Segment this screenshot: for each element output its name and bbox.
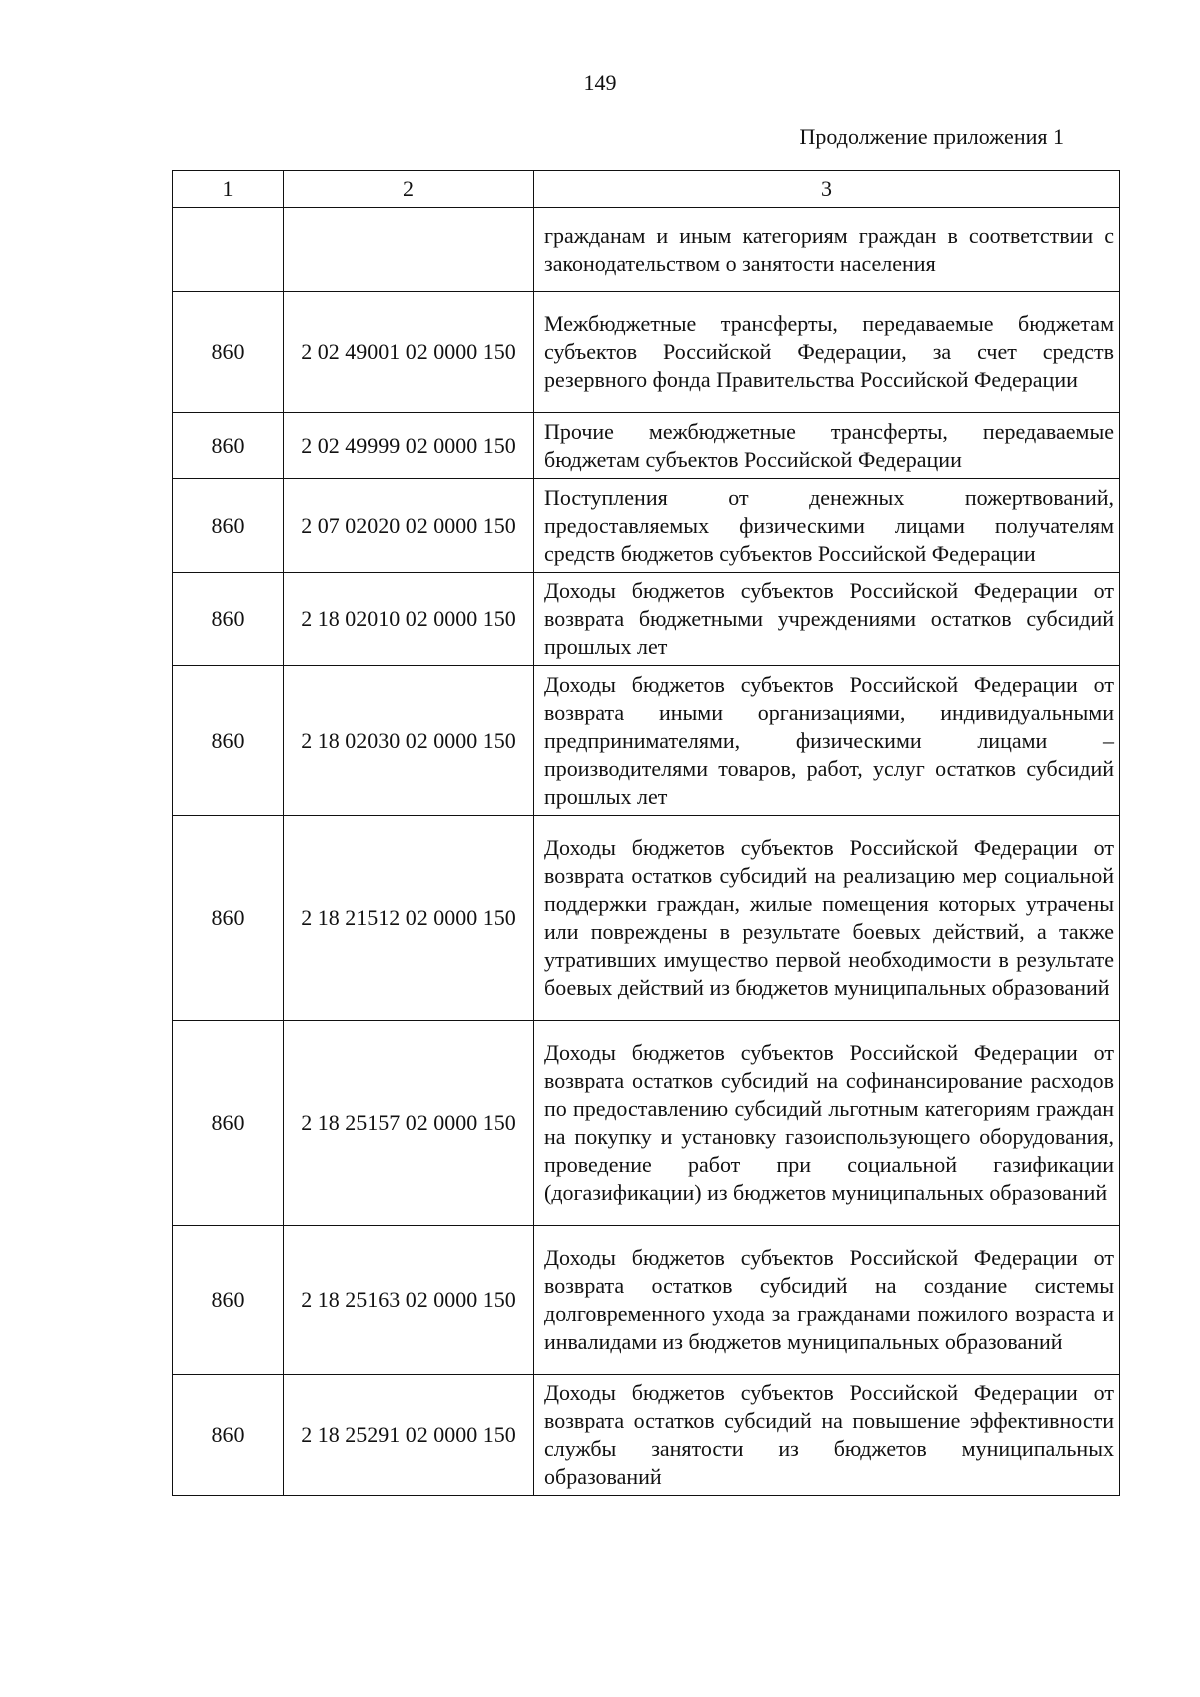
description-cell: Доходы бюджетов субъектов Российской Федерации от возврата остатков субсидий на повышение эффективности службы занятости из бюджетов муниципальных образований	[534, 1375, 1120, 1496]
description-cell: Доходы бюджетов субъектов Российской Федерации от возврата остатков субсидий на софинансирование расходов по предоставлению субсидий льготным категориям граждан на покупку и установку газоиспользующего оборудования, проведение работ при социальной газификации (догазификации) из бюджетов муниципальных образований	[534, 1021, 1120, 1226]
table-row	[173, 292, 1120, 413]
income-code-cell: 2 18 02010 02 0000 150	[284, 573, 534, 666]
admin-code-cell: 860	[173, 479, 284, 573]
description-cell: Доходы бюджетов субъектов Российской Федерации от возврата остатков субсидий на реализацию мер социальной поддержки граждан, жилые помещения которых утрачены или повреждены в результате боевых действий, а также утративших имущество первой необходимости в результате боевых действий из бюджетов муниципальных образований	[534, 816, 1120, 1021]
income-code-cell: 2 18 02030 02 0000 150	[284, 666, 534, 816]
income-code-cell: 2 18 25157 02 0000 150	[284, 1021, 534, 1226]
description-cell: Доходы бюджетов субъектов Российской Федерации от возврата остатков субсидий на создание системы долговременного ухода за гражданами пожилого возраста и инвалидами из бюджетов муниципальных образований	[534, 1226, 1120, 1375]
admin-code-cell: 860	[173, 413, 284, 479]
income-code-cell: 2 18 25291 02 0000 150	[284, 1375, 534, 1496]
admin-code-cell: 860	[173, 816, 284, 1021]
table-row	[173, 666, 1120, 816]
admin-code-cell: 860	[173, 1226, 284, 1375]
table-row	[173, 1226, 1120, 1375]
table-row	[173, 816, 1120, 1021]
description-cell: Доходы бюджетов субъектов Российской Федерации от возврата иными организациями, индивидуальными предпринимателями, физическими лицами – производителями товаров, работ, услуг остатков субсидий прошлых лет	[534, 666, 1120, 816]
income-code-cell: 2 02 49999 02 0000 150	[284, 413, 534, 479]
column-header-2: 2	[284, 171, 534, 208]
description-cell: Межбюджетные трансферты, передаваемые бюджетам субъектов Российской Федерации, за счет средств резервного фонда Правительства Российской Федерации	[534, 292, 1120, 413]
income-codes-table	[172, 170, 1120, 1496]
admin-code-cell: 860	[173, 1375, 284, 1496]
income-code-cell: 2 07 02020 02 0000 150	[284, 479, 534, 573]
table-row	[173, 1375, 1120, 1496]
income-code-cell: 2 02 49001 02 0000 150	[284, 292, 534, 413]
column-header-3: 3	[534, 171, 1120, 208]
table-row	[173, 208, 1120, 292]
description-cell: Прочие межбюджетные трансферты, передаваемые бюджетам субъектов Российской Федерации	[534, 413, 1120, 479]
income-code-cell	[284, 208, 534, 292]
admin-code-cell: 860	[173, 292, 284, 413]
admin-code-cell: 860	[173, 573, 284, 666]
admin-code-cell	[173, 208, 284, 292]
income-code-cell: 2 18 25163 02 0000 150	[284, 1226, 534, 1375]
table-row	[173, 413, 1120, 479]
description-cell: Поступления от денежных пожертвований, предоставляемых физическими лицами получателям средств бюджетов субъектов Российской Федерации	[534, 479, 1120, 573]
table-header-row	[173, 171, 1120, 208]
table-row	[173, 1021, 1120, 1226]
continuation-label: Продолжение приложения 1	[799, 124, 1064, 149]
description-cell: Доходы бюджетов субъектов Российской Федерации от возврата бюджетными учреждениями остатков субсидий прошлых лет	[534, 573, 1120, 666]
description-cell: гражданам и иным категориям граждан в соответствии с законодательством о занятости населения	[534, 208, 1120, 292]
column-header-1: 1	[173, 171, 284, 208]
admin-code-cell: 860	[173, 666, 284, 816]
table-row	[173, 479, 1120, 573]
page-number: 149	[583, 70, 617, 95]
income-code-cell: 2 18 21512 02 0000 150	[284, 816, 534, 1021]
admin-code-cell: 860	[173, 1021, 284, 1226]
table-row	[173, 573, 1120, 666]
